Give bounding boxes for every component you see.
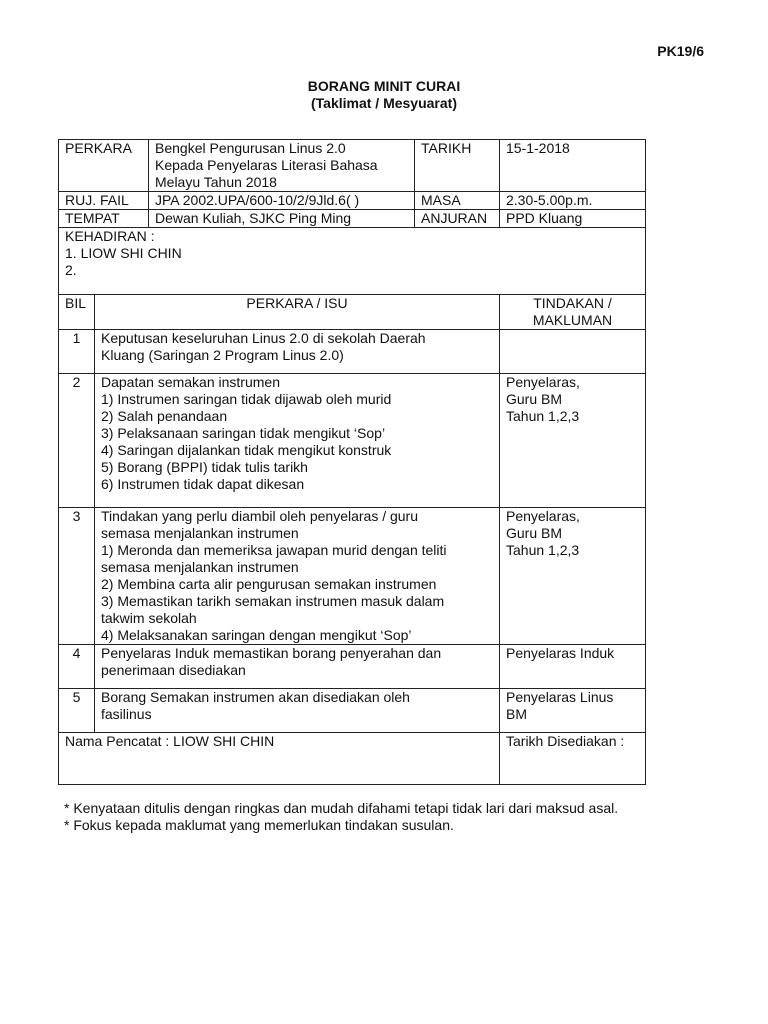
table-row [59, 689, 646, 733]
row-perkara: Penyelaras Induk memastikan borang penyerahan dan penerimaan disediakan [95, 645, 500, 689]
masa-value: 2.30-5.00p.m. [500, 192, 646, 210]
notes [64, 800, 618, 834]
row-bil: 5 [59, 689, 95, 733]
header-row-ruj [59, 192, 646, 210]
row-bil: 1 [59, 330, 95, 374]
anjuran-label: ANJURAN [415, 210, 500, 228]
form-code: PK19/6 [657, 43, 704, 59]
note-item: * Kenyataan ditulis dengan ringkas dan mudah difahami tetapi tidak lari dari maksud asal. [64, 800, 619, 816]
perkara-isu-header: PERKARA / ISU [95, 295, 500, 330]
row-bil: 3 [59, 508, 95, 645]
row-perkara: Keputusan keseluruhan Linus 2.0 di sekolah Daerah Kluang (Saringan 2 Program Linus 2.0) [95, 330, 500, 374]
row-perkara: Borang Semakan instrumen akan disediakan oleh fasilinus [95, 689, 500, 733]
kehadiran-row [59, 228, 646, 295]
perkara-value: Bengkel Pengurusan Linus 2.0 Kepada Penyelaras Literasi Bahasa Melayu Tahun 2018 [149, 140, 415, 192]
form-title-block [0, 78, 768, 112]
table-row [59, 508, 646, 645]
tarikh-label: TARIKH [415, 140, 500, 192]
pencatat-field: Nama Pencatat : LIOW SHI CHIN [59, 733, 500, 785]
row-tindakan: Penyelaras Induk [500, 645, 646, 689]
anjuran-value: PPD Kluang [500, 210, 646, 228]
ruj-value: JPA 2002.UPA/600-10/2/9Jld.6( ) [149, 192, 415, 210]
header-row-perkara [59, 140, 646, 192]
tempat-label: TEMPAT [59, 210, 149, 228]
form-subtitle: (Taklimat / Mesyuarat) [310, 95, 457, 111]
row-bil: 4 [59, 645, 95, 689]
row-tindakan: Penyelaras Linus BM [500, 689, 646, 733]
row-perkara: Dapatan semakan instrumen 1) Instrumen saringan tidak dijawab oleh murid 2) Salah penandaan 3) Pelaksanaan saringan tidak mengikut ‘Sop’ 4) Saringan dijalankan tidak mengikut konstruk 5) Borang (BPPI) tidak tulis tarikh 6) Instrumen tidak dapat dikesan [95, 374, 500, 508]
tarikh-disediakan-field: Tarikh Disediakan : [500, 733, 646, 785]
column-header-row [59, 295, 646, 330]
bil-header: BIL [59, 295, 95, 330]
table-row [59, 374, 646, 508]
row-tindakan: Penyelaras, Guru BM Tahun 1,2,3 [500, 374, 646, 508]
header-row-tempat [59, 210, 646, 228]
table-row [59, 330, 646, 374]
row-perkara: Tindakan yang perlu diambil oleh penyelaras / guru semasa menjalankan instrumen 1) Meronda dan memeriksa jawapan murid dengan teliti semasa menjalankan instrumen 2) Membina carta alir pengurusan semakan instrumen 3) Memastikan tarikh semakan instrumen masuk dalam takwim sekolah 4) Melaksanakan saringan dengan mengikut ‘Sop’ [95, 508, 500, 645]
tindakan-header: TINDAKAN / MAKLUMAN [500, 295, 646, 330]
footer-row [59, 733, 646, 785]
ruj-label: RUJ. FAIL [59, 192, 149, 210]
note-item: * Fokus kepada maklumat yang memerlukan tindakan susulan. [64, 817, 454, 833]
table-row [59, 645, 646, 689]
form-title: BORANG MINIT CURAI [307, 78, 461, 94]
row-tindakan: Penyelaras, Guru BM Tahun 1,2,3 [500, 508, 646, 645]
perkara-label: PERKARA [59, 140, 149, 192]
masa-label: MASA [415, 192, 500, 210]
row-tindakan [500, 330, 646, 374]
tarikh-value: 15-1-2018 [500, 140, 646, 192]
minutes-table [58, 139, 646, 785]
tempat-value: Dewan Kuliah, SJKC Ping Ming [149, 210, 415, 228]
kehadiran-text: KEHADIRAN : 1. LIOW SHI CHIN 2. [59, 228, 646, 295]
row-bil: 2 [59, 374, 95, 508]
